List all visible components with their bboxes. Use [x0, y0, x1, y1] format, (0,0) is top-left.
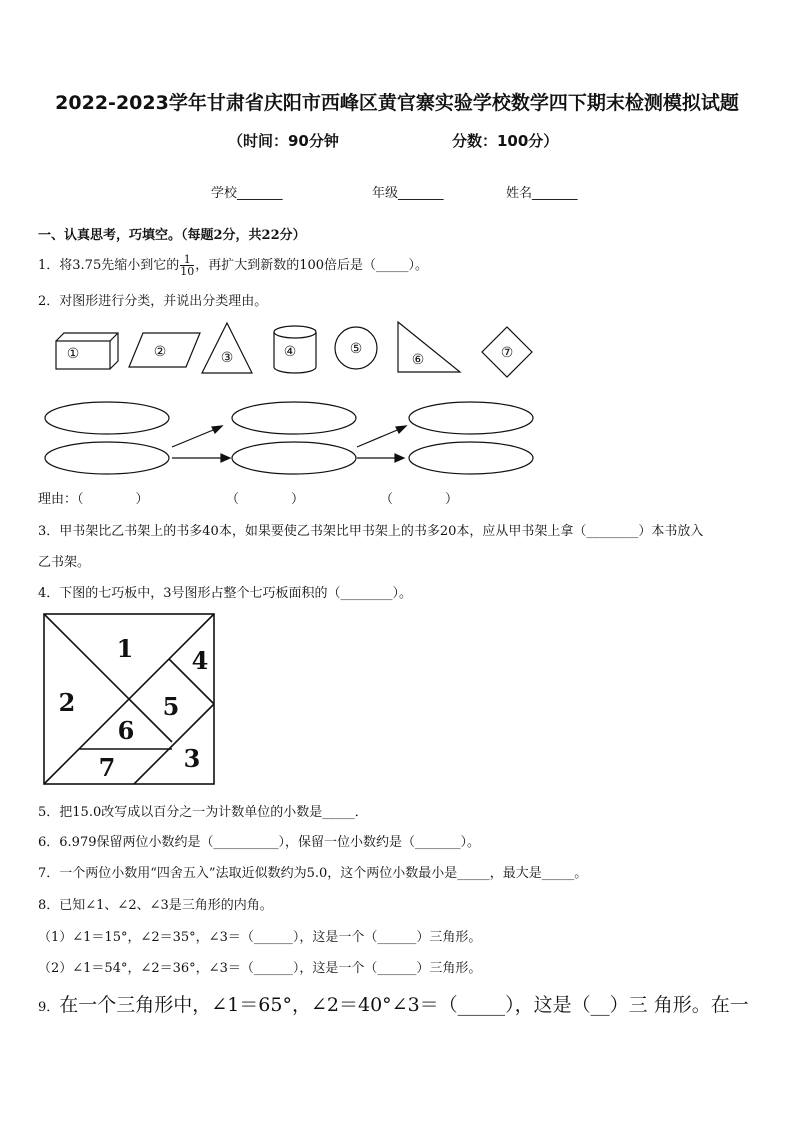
page-title: 2022-2023学年甘肃省庆阳市西峰区黄官寨实验学校数学四下期末检测模拟试题 [55, 92, 739, 114]
reason-3[interactable]: （ ） [380, 492, 459, 507]
reason-1[interactable] [38, 488, 149, 507]
q1-text-after: ，再扩大到新数的100倍后是（_____）。 [195, 258, 429, 273]
question-2: 2．对图形进行分类，并说出分类理由。 [38, 294, 268, 309]
q1-text-before: 1．将3.75先缩小到它的 [38, 258, 180, 273]
question-3-line-1: 3．甲书架比乙书架上的书多40本，如果要使乙书架比甲书架上的书多20本，应从甲书架上拿（________）本书放入 [38, 524, 704, 539]
tangram-label-6: 6 [117, 716, 135, 745]
exam-time: （时间：90分钟 [228, 132, 339, 150]
category-oval-a1[interactable] [45, 402, 169, 434]
category-oval-b2[interactable] [232, 442, 356, 474]
shape-label-3: ③ [220, 350, 234, 366]
name-field[interactable]: 姓名_______ [506, 186, 578, 201]
category-oval-a2[interactable] [45, 442, 169, 474]
arrow-head-4 [395, 454, 404, 462]
shape-label-6: ⑥ [411, 352, 425, 368]
shape-label-4: ④ [283, 344, 297, 360]
school-field[interactable]: 学校_______ [211, 186, 283, 201]
category-oval-c1[interactable] [409, 402, 533, 434]
reason-2[interactable]: （ ） [226, 492, 305, 507]
category-oval-c2[interactable] [409, 442, 533, 474]
question-8-part-2: （2）∠1＝54°，∠2＝36°，∠3＝（______），这是一个（______）三角形。 [38, 961, 482, 976]
tangram-label-5: 5 [162, 692, 180, 721]
tangram-label-7: 7 [98, 753, 116, 782]
section-heading: 一、认真思考，巧填空。（每题2分，共22分） [38, 228, 306, 243]
arrow-head-2 [221, 454, 230, 462]
category-oval-b1[interactable] [232, 402, 356, 434]
tangram-label-4: 4 [191, 646, 209, 675]
question-3-line-2: 乙书架。 [38, 555, 91, 570]
exam-score: 分数：100分） [452, 132, 559, 150]
question-8-part-1: （1）∠1＝15°，∠2＝35°，∠3＝（______），这是一个（______）三角形。 [38, 930, 482, 945]
question-5: 5．把15.0改写成以百分之一为计数单位的小数是_____． [38, 805, 368, 820]
question-8: 8．已知∠1、∠2、∠3是三角形的内角。 [38, 898, 273, 913]
question-9 [38, 990, 749, 1017]
tangram-label-1: 1 [116, 634, 134, 663]
shape-label-1: ① [66, 346, 80, 362]
shape-label-5: ⑤ [349, 341, 363, 357]
tangram-label-3: 3 [183, 744, 201, 773]
reason-label: 理由：（ [38, 492, 84, 507]
grade-field[interactable]: 年级_______ [372, 186, 444, 201]
reason-1-close: ） [135, 492, 149, 507]
arrow-head-1 [212, 426, 222, 433]
arrow-head-3 [396, 426, 406, 433]
tangram-label-2: 2 [58, 688, 76, 717]
shape-6-right-triangle [398, 322, 460, 372]
question-6: 6．6.979保留两位小数约是（__________），保留一位小数约是（_______）。 [38, 835, 480, 850]
fraction-numerator: 1 [180, 254, 194, 266]
question-4: 4．下图的七巧板中，3号图形占整个七巧板面积的（________）。 [38, 586, 413, 601]
question-9-number: 9． [38, 1000, 60, 1015]
shape-1-cuboid [56, 333, 118, 369]
question-9-text: 在一个三角形中，∠1＝65°，∠2＝40°∠3＝（_____），这是（__）三 角形。在一 [59, 994, 749, 1016]
question-7: 7．一个两位小数用“四舍五入”法取近似数约为5.0，这个两位小数最小是_____，最大是_____。 [38, 866, 588, 881]
fraction-denominator: 10 [180, 265, 195, 278]
shape-label-7: ⑦ [500, 345, 514, 361]
shape-label-2: ② [153, 344, 167, 360]
